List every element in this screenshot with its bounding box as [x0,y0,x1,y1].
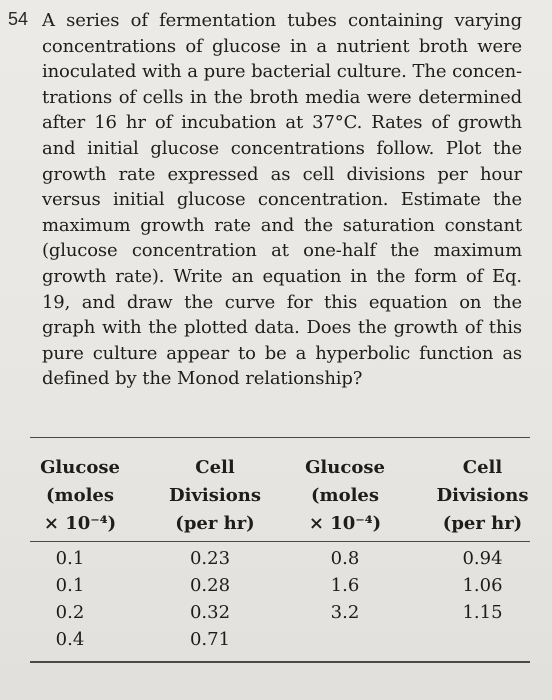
header-line: Glucose [305,457,385,478]
table-cell: 0.2 [55,602,85,623]
glucose-column-2 [290,545,400,626]
header-line: Divisions [436,485,529,506]
header-line: Cell [462,457,503,478]
divisions-column-1 [160,545,260,653]
table-bottom-rule [30,661,530,663]
header-line: (moles [311,485,379,506]
table-top-rule [30,437,530,438]
header-glucose-1 [30,454,130,538]
table-cell: 1.6 [330,575,360,596]
table-cell: 0.8 [330,548,360,569]
header-line: × 10⁻⁴) [308,513,382,534]
table-cell: 0.28 [189,575,231,596]
header-line: (per hr) [175,513,255,534]
header-cell-divisions-2 [420,454,545,538]
header-line: (moles [46,485,114,506]
table-cell: 1.15 [462,602,503,623]
table-cell: 1.06 [462,575,503,596]
header-line: (per hr) [442,513,523,534]
problem-number: 54 [8,9,29,29]
table-cell: 0.32 [189,602,231,623]
table-cell: 0.23 [189,548,231,569]
header-line: Cell [195,457,235,478]
table-cell: 3.2 [330,602,360,623]
header-line: Divisions [169,485,261,506]
problem-text: A series of fermentation tubes containing varying concentrations of glucose in a nutrient broth were inoculated with a pure bacterial culture. The concen- trations of cells in the broth media were determined after 16 hr of incubation at 37°C. Rates of growth and initial glucose concentrations follow. Plot the growth rate expressed as cell divisions per hour versus initial glucose concentration. Estimate the maximum growth rate and the saturation constant (glucose concentration at one-half the maximum growth rate). Write an equation in the form of Eq. 19, and draw the curve for this equation on the graph with the plotted data. Does the growth of this pure culture appear to be a hyperbolic function as defined by the Monod relationship? [42,10,522,390]
table-cell: 0.1 [55,548,85,569]
table-cell: 0.71 [189,629,231,650]
table-header-rule [30,541,530,542]
header-line: × 10⁻⁴) [43,513,117,534]
header-line: Glucose [40,457,120,478]
divisions-column-2 [420,545,545,626]
glucose-column-1 [30,545,110,653]
header-cell-divisions-1 [160,454,270,538]
header-glucose-2 [290,454,400,538]
table-cell: 0.4 [55,629,85,650]
table-cell: 0.94 [462,548,503,569]
table-cell: 0.1 [55,575,85,596]
